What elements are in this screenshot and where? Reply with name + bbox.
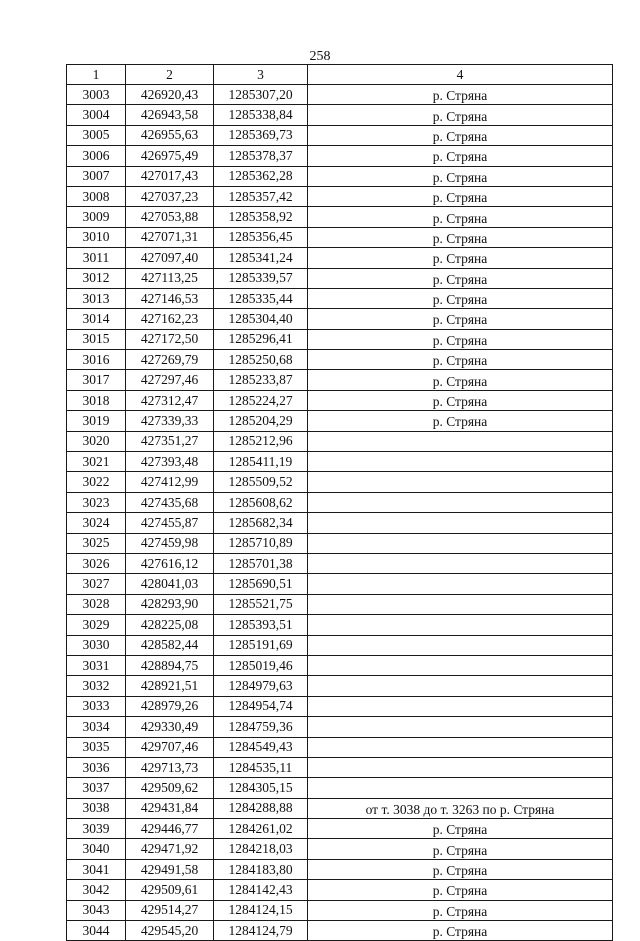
description-cell <box>308 676 613 696</box>
description-cell: р. Стряна <box>308 268 613 288</box>
y-coordinate-cell: 1285356,45 <box>214 227 308 247</box>
table-row <box>67 186 613 206</box>
y-coordinate-cell: 1284288,88 <box>214 798 308 818</box>
point-number-cell: 3042 <box>67 880 126 900</box>
point-number-cell: 3012 <box>67 268 126 288</box>
point-number-cell: 3033 <box>67 696 126 716</box>
y-coordinate-cell: 1284183,80 <box>214 859 308 879</box>
point-number-cell: 3038 <box>67 798 126 818</box>
table-row <box>67 737 613 757</box>
x-coordinate-cell: 428921,51 <box>126 676 214 696</box>
x-coordinate-cell: 428582,44 <box>126 635 214 655</box>
point-number-cell: 3030 <box>67 635 126 655</box>
description-cell: р. Стряна <box>308 350 613 370</box>
y-coordinate-cell: 1285358,92 <box>214 207 308 227</box>
y-coordinate-cell: 1285710,89 <box>214 533 308 553</box>
y-coordinate-cell: 1285191,69 <box>214 635 308 655</box>
x-coordinate-cell: 429713,73 <box>126 757 214 777</box>
table-row <box>67 309 613 329</box>
description-cell: р. Стряна <box>308 248 613 268</box>
table-row <box>67 778 613 798</box>
x-coordinate-cell: 427146,53 <box>126 288 214 308</box>
y-coordinate-cell: 1285369,73 <box>214 125 308 145</box>
description-cell <box>308 615 613 635</box>
x-coordinate-cell: 427435,68 <box>126 492 214 512</box>
description-cell: р. Стряна <box>308 411 613 431</box>
y-coordinate-cell: 1285338,84 <box>214 105 308 125</box>
x-coordinate-cell: 429509,61 <box>126 880 214 900</box>
x-coordinate-cell: 426975,49 <box>126 146 214 166</box>
table-row <box>67 472 613 492</box>
point-number-cell: 3034 <box>67 717 126 737</box>
description-cell <box>308 574 613 594</box>
description-cell: от т. 3038 до т. 3263 по р. Стряна <box>308 798 613 818</box>
description-cell: р. Стряна <box>308 900 613 920</box>
y-coordinate-cell: 1285521,75 <box>214 594 308 614</box>
point-number-cell: 3022 <box>67 472 126 492</box>
x-coordinate-cell: 426943,58 <box>126 105 214 125</box>
table-row <box>67 717 613 737</box>
table-row <box>67 655 613 675</box>
x-coordinate-cell: 427097,40 <box>126 248 214 268</box>
y-coordinate-cell: 1285304,40 <box>214 309 308 329</box>
table-row <box>67 574 613 594</box>
y-coordinate-cell: 1284305,15 <box>214 778 308 798</box>
y-coordinate-cell: 1285411,19 <box>214 452 308 472</box>
table-row <box>67 370 613 390</box>
description-cell: р. Стряна <box>308 880 613 900</box>
table-row <box>67 207 613 227</box>
point-number-cell: 3021 <box>67 452 126 472</box>
point-number-cell: 3023 <box>67 492 126 512</box>
x-coordinate-cell: 427172,50 <box>126 329 214 349</box>
table-row <box>67 268 613 288</box>
y-coordinate-cell: 1285341,24 <box>214 248 308 268</box>
description-cell: р. Стряна <box>308 288 613 308</box>
x-coordinate-cell: 427071,31 <box>126 227 214 247</box>
description-cell: р. Стряна <box>308 370 613 390</box>
y-coordinate-cell: 1284549,43 <box>214 737 308 757</box>
point-number-cell: 3041 <box>67 859 126 879</box>
point-number-cell: 3014 <box>67 309 126 329</box>
table-row <box>67 146 613 166</box>
description-cell: р. Стряна <box>308 105 613 125</box>
table-row <box>67 533 613 553</box>
x-coordinate-cell: 427269,79 <box>126 350 214 370</box>
point-number-cell: 3025 <box>67 533 126 553</box>
description-cell <box>308 472 613 492</box>
point-number-cell: 3028 <box>67 594 126 614</box>
point-number-cell: 3044 <box>67 921 126 941</box>
description-cell: р. Стряна <box>308 85 613 105</box>
table-row <box>67 411 613 431</box>
point-number-cell: 3010 <box>67 227 126 247</box>
x-coordinate-cell: 428894,75 <box>126 655 214 675</box>
description-cell: р. Стряна <box>308 186 613 206</box>
x-coordinate-cell: 427297,46 <box>126 370 214 390</box>
point-number-cell: 3009 <box>67 207 126 227</box>
x-coordinate-cell: 428979,26 <box>126 696 214 716</box>
table-header-row <box>67 65 613 85</box>
point-number-cell: 3040 <box>67 839 126 859</box>
point-number-cell: 3035 <box>67 737 126 757</box>
table-row <box>67 635 613 655</box>
table-row <box>67 513 613 533</box>
x-coordinate-cell: 427616,12 <box>126 553 214 573</box>
table-row <box>67 125 613 145</box>
description-cell <box>308 594 613 614</box>
point-number-cell: 3016 <box>67 350 126 370</box>
description-cell <box>308 757 613 777</box>
x-coordinate-cell: 427053,88 <box>126 207 214 227</box>
point-number-cell: 3006 <box>67 146 126 166</box>
column-header-3: 3 <box>214 65 308 85</box>
x-coordinate-cell: 426920,43 <box>126 85 214 105</box>
y-coordinate-cell: 1284124,79 <box>214 921 308 941</box>
y-coordinate-cell: 1285682,34 <box>214 513 308 533</box>
table-row <box>67 288 613 308</box>
x-coordinate-cell: 428225,08 <box>126 615 214 635</box>
table-row <box>67 105 613 125</box>
point-number-cell: 3026 <box>67 553 126 573</box>
y-coordinate-cell: 1285378,37 <box>214 146 308 166</box>
y-coordinate-cell: 1285362,28 <box>214 166 308 186</box>
description-cell: р. Стряна <box>308 125 613 145</box>
description-cell <box>308 533 613 553</box>
column-header-2: 2 <box>126 65 214 85</box>
table-row <box>67 85 613 105</box>
table-row <box>67 452 613 472</box>
y-coordinate-cell: 1285701,38 <box>214 553 308 573</box>
table-row <box>67 329 613 349</box>
x-coordinate-cell: 427017,43 <box>126 166 214 186</box>
y-coordinate-cell: 1285339,57 <box>214 268 308 288</box>
point-number-cell: 3039 <box>67 819 126 839</box>
point-number-cell: 3007 <box>67 166 126 186</box>
point-number-cell: 3031 <box>67 655 126 675</box>
y-coordinate-cell: 1285204,29 <box>214 411 308 431</box>
table-body <box>67 85 613 941</box>
y-coordinate-cell: 1285393,51 <box>214 615 308 635</box>
point-number-cell: 3020 <box>67 431 126 451</box>
table-row <box>67 900 613 920</box>
coordinates-table <box>66 64 613 941</box>
table-row <box>67 350 613 370</box>
description-cell: р. Стряна <box>308 309 613 329</box>
y-coordinate-cell: 1284535,11 <box>214 757 308 777</box>
table-row <box>67 390 613 410</box>
table-row <box>67 227 613 247</box>
table-row <box>67 492 613 512</box>
point-number-cell: 3003 <box>67 85 126 105</box>
description-cell: р. Стряна <box>308 207 613 227</box>
x-coordinate-cell: 427037,23 <box>126 186 214 206</box>
description-cell: р. Стряна <box>308 329 613 349</box>
point-number-cell: 3011 <box>67 248 126 268</box>
table-row <box>67 819 613 839</box>
y-coordinate-cell: 1284759,36 <box>214 717 308 737</box>
y-coordinate-cell: 1284124,15 <box>214 900 308 920</box>
x-coordinate-cell: 429471,92 <box>126 839 214 859</box>
y-coordinate-cell: 1285357,42 <box>214 186 308 206</box>
description-cell <box>308 737 613 757</box>
table-row <box>67 880 613 900</box>
page-number: 258 <box>309 49 331 64</box>
point-number-cell: 3018 <box>67 390 126 410</box>
description-cell: р. Стряна <box>308 166 613 186</box>
point-number-cell: 3005 <box>67 125 126 145</box>
description-cell <box>308 553 613 573</box>
column-header-4: 4 <box>308 65 613 85</box>
point-number-cell: 3008 <box>67 186 126 206</box>
description-cell: р. Стряна <box>308 227 613 247</box>
y-coordinate-cell: 1285212,96 <box>214 431 308 451</box>
y-coordinate-cell: 1285307,20 <box>214 85 308 105</box>
x-coordinate-cell: 427459,98 <box>126 533 214 553</box>
x-coordinate-cell: 427351,27 <box>126 431 214 451</box>
table-row <box>67 553 613 573</box>
point-number-cell: 3032 <box>67 676 126 696</box>
x-coordinate-cell: 427312,47 <box>126 390 214 410</box>
point-number-cell: 3036 <box>67 757 126 777</box>
point-number-cell: 3013 <box>67 288 126 308</box>
table-row <box>67 757 613 777</box>
description-cell: р. Стряна <box>308 921 613 941</box>
description-cell: р. Стряна <box>308 390 613 410</box>
x-coordinate-cell: 429707,46 <box>126 737 214 757</box>
x-coordinate-cell: 427412,99 <box>126 472 214 492</box>
description-cell <box>308 635 613 655</box>
table-row <box>67 615 613 635</box>
point-number-cell: 3017 <box>67 370 126 390</box>
table-row <box>67 839 613 859</box>
y-coordinate-cell: 1285335,44 <box>214 288 308 308</box>
point-number-cell: 3029 <box>67 615 126 635</box>
y-coordinate-cell: 1284142,43 <box>214 880 308 900</box>
y-coordinate-cell: 1284218,03 <box>214 839 308 859</box>
table-row <box>67 676 613 696</box>
y-coordinate-cell: 1285250,68 <box>214 350 308 370</box>
description-cell <box>308 696 613 716</box>
y-coordinate-cell: 1285608,62 <box>214 492 308 512</box>
x-coordinate-cell: 429491,58 <box>126 859 214 879</box>
description-cell <box>308 431 613 451</box>
y-coordinate-cell: 1285509,52 <box>214 472 308 492</box>
description-cell: р. Стряна <box>308 146 613 166</box>
x-coordinate-cell: 428041,03 <box>126 574 214 594</box>
y-coordinate-cell: 1285019,46 <box>214 655 308 675</box>
table-row <box>67 859 613 879</box>
table-row <box>67 594 613 614</box>
x-coordinate-cell: 429514,27 <box>126 900 214 920</box>
table-row <box>67 798 613 818</box>
description-cell <box>308 492 613 512</box>
point-number-cell: 3024 <box>67 513 126 533</box>
description-cell <box>308 778 613 798</box>
x-coordinate-cell: 427113,25 <box>126 268 214 288</box>
x-coordinate-cell: 426955,63 <box>126 125 214 145</box>
point-number-cell: 3043 <box>67 900 126 920</box>
x-coordinate-cell: 428293,90 <box>126 594 214 614</box>
description-cell <box>308 513 613 533</box>
x-coordinate-cell: 427455,87 <box>126 513 214 533</box>
point-number-cell: 3004 <box>67 105 126 125</box>
point-number-cell: 3015 <box>67 329 126 349</box>
table-row <box>67 696 613 716</box>
description-cell: р. Стряна <box>308 819 613 839</box>
y-coordinate-cell: 1285690,51 <box>214 574 308 594</box>
y-coordinate-cell: 1285224,27 <box>214 390 308 410</box>
description-cell: р. Стряна <box>308 859 613 879</box>
x-coordinate-cell: 429509,62 <box>126 778 214 798</box>
x-coordinate-cell: 427162,23 <box>126 309 214 329</box>
y-coordinate-cell: 1285296,41 <box>214 329 308 349</box>
x-coordinate-cell: 429431,84 <box>126 798 214 818</box>
x-coordinate-cell: 427339,33 <box>126 411 214 431</box>
x-coordinate-cell: 427393,48 <box>126 452 214 472</box>
table-row <box>67 248 613 268</box>
x-coordinate-cell: 429545,20 <box>126 921 214 941</box>
table-row <box>67 921 613 941</box>
description-cell <box>308 717 613 737</box>
x-coordinate-cell: 429330,49 <box>126 717 214 737</box>
point-number-cell: 3037 <box>67 778 126 798</box>
point-number-cell: 3019 <box>67 411 126 431</box>
y-coordinate-cell: 1284979,63 <box>214 676 308 696</box>
x-coordinate-cell: 429446,77 <box>126 819 214 839</box>
description-cell: р. Стряна <box>308 839 613 859</box>
description-cell <box>308 655 613 675</box>
description-cell <box>308 452 613 472</box>
y-coordinate-cell: 1284954,74 <box>214 696 308 716</box>
table-row <box>67 431 613 451</box>
y-coordinate-cell: 1285233,87 <box>214 370 308 390</box>
y-coordinate-cell: 1284261,02 <box>214 819 308 839</box>
column-header-1: 1 <box>67 65 126 85</box>
table-row <box>67 166 613 186</box>
point-number-cell: 3027 <box>67 574 126 594</box>
